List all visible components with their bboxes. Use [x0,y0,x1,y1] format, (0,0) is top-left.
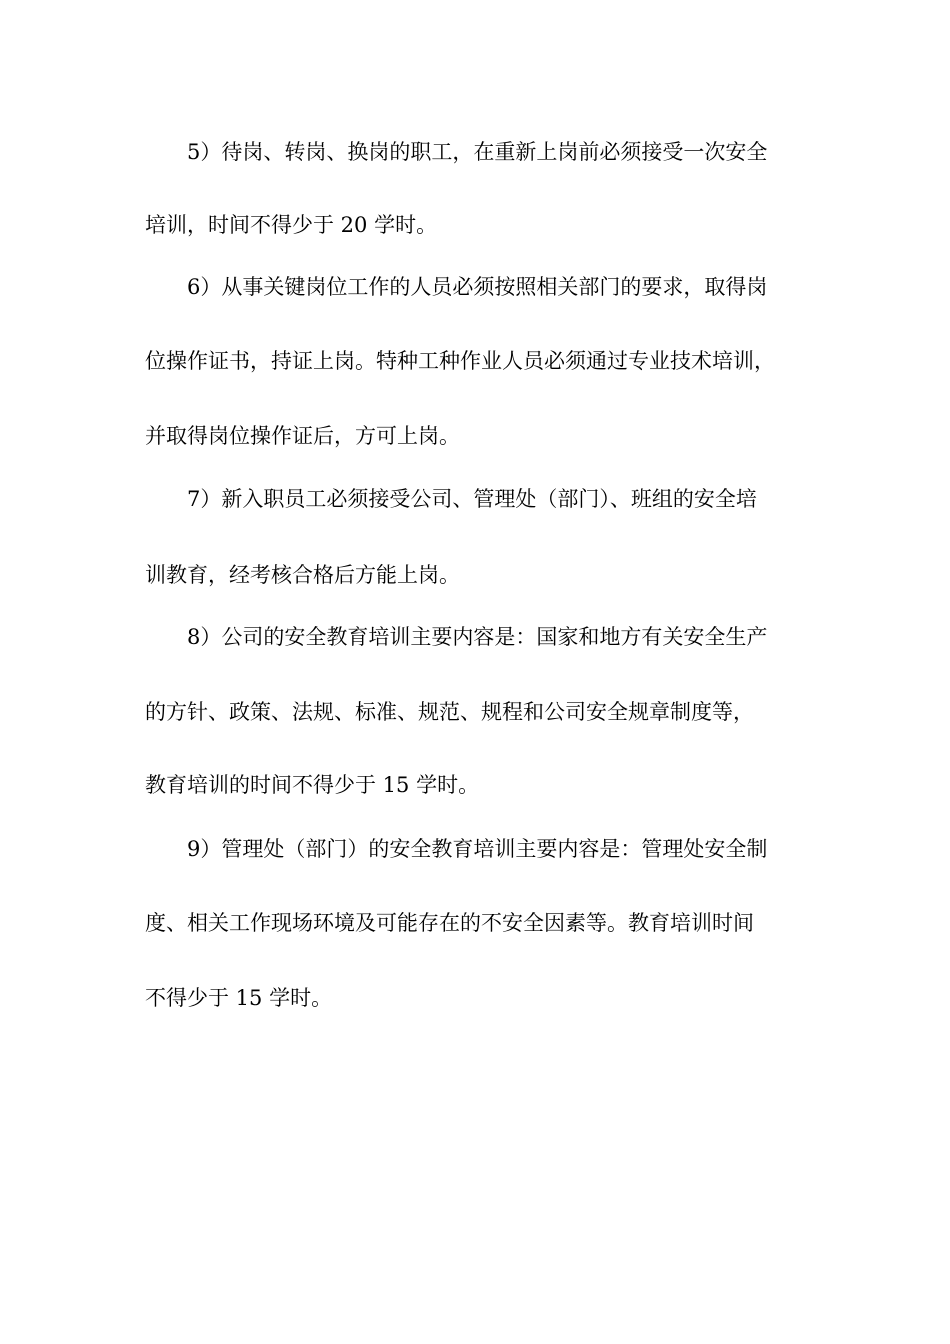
item-7-line-2: 训教育，经考核合格后方能上岗。 [145,563,460,587]
item-8-line-2: 的方针、政策、法规、标准、规范、规程和公司安全规章制度等， [145,700,754,724]
item-7-line-1: 7）新入职员工必须接受公司、管理处（部门）、班组的安全培 [187,487,757,511]
item-6-line-2: 位操作证书，持证上岗。特种工种作业人员必须通过专业技术培训， [145,349,775,373]
item-8-line-1: 8）公司的安全教育培训主要内容是：国家和地方有关安全生产 [187,625,768,649]
item-8-line-3: 教育培训的时间不得少于 15 学时。 [145,773,480,797]
item-6-line-1: 6）从事关键岗位工作的人员必须按照相关部门的要求，取得岗 [187,275,768,299]
item-9-line-3: 不得少于 15 学时。 [145,986,333,1010]
item-9-line-1: 9）管理处（部门）的安全教育培训主要内容是：管理处安全制 [187,837,768,861]
item-9-line-2: 度、相关工作现场环境及可能存在的不安全因素等。教育培训时间 [145,911,754,935]
item-6-line-3: 并取得岗位操作证后，方可上岗。 [145,424,460,448]
item-5-line-1: 5）待岗、转岗、换岗的职工，在重新上岗前必须接受一次安全 [187,140,768,164]
item-5-line-2: 培训，时间不得少于 20 学时。 [145,213,438,237]
